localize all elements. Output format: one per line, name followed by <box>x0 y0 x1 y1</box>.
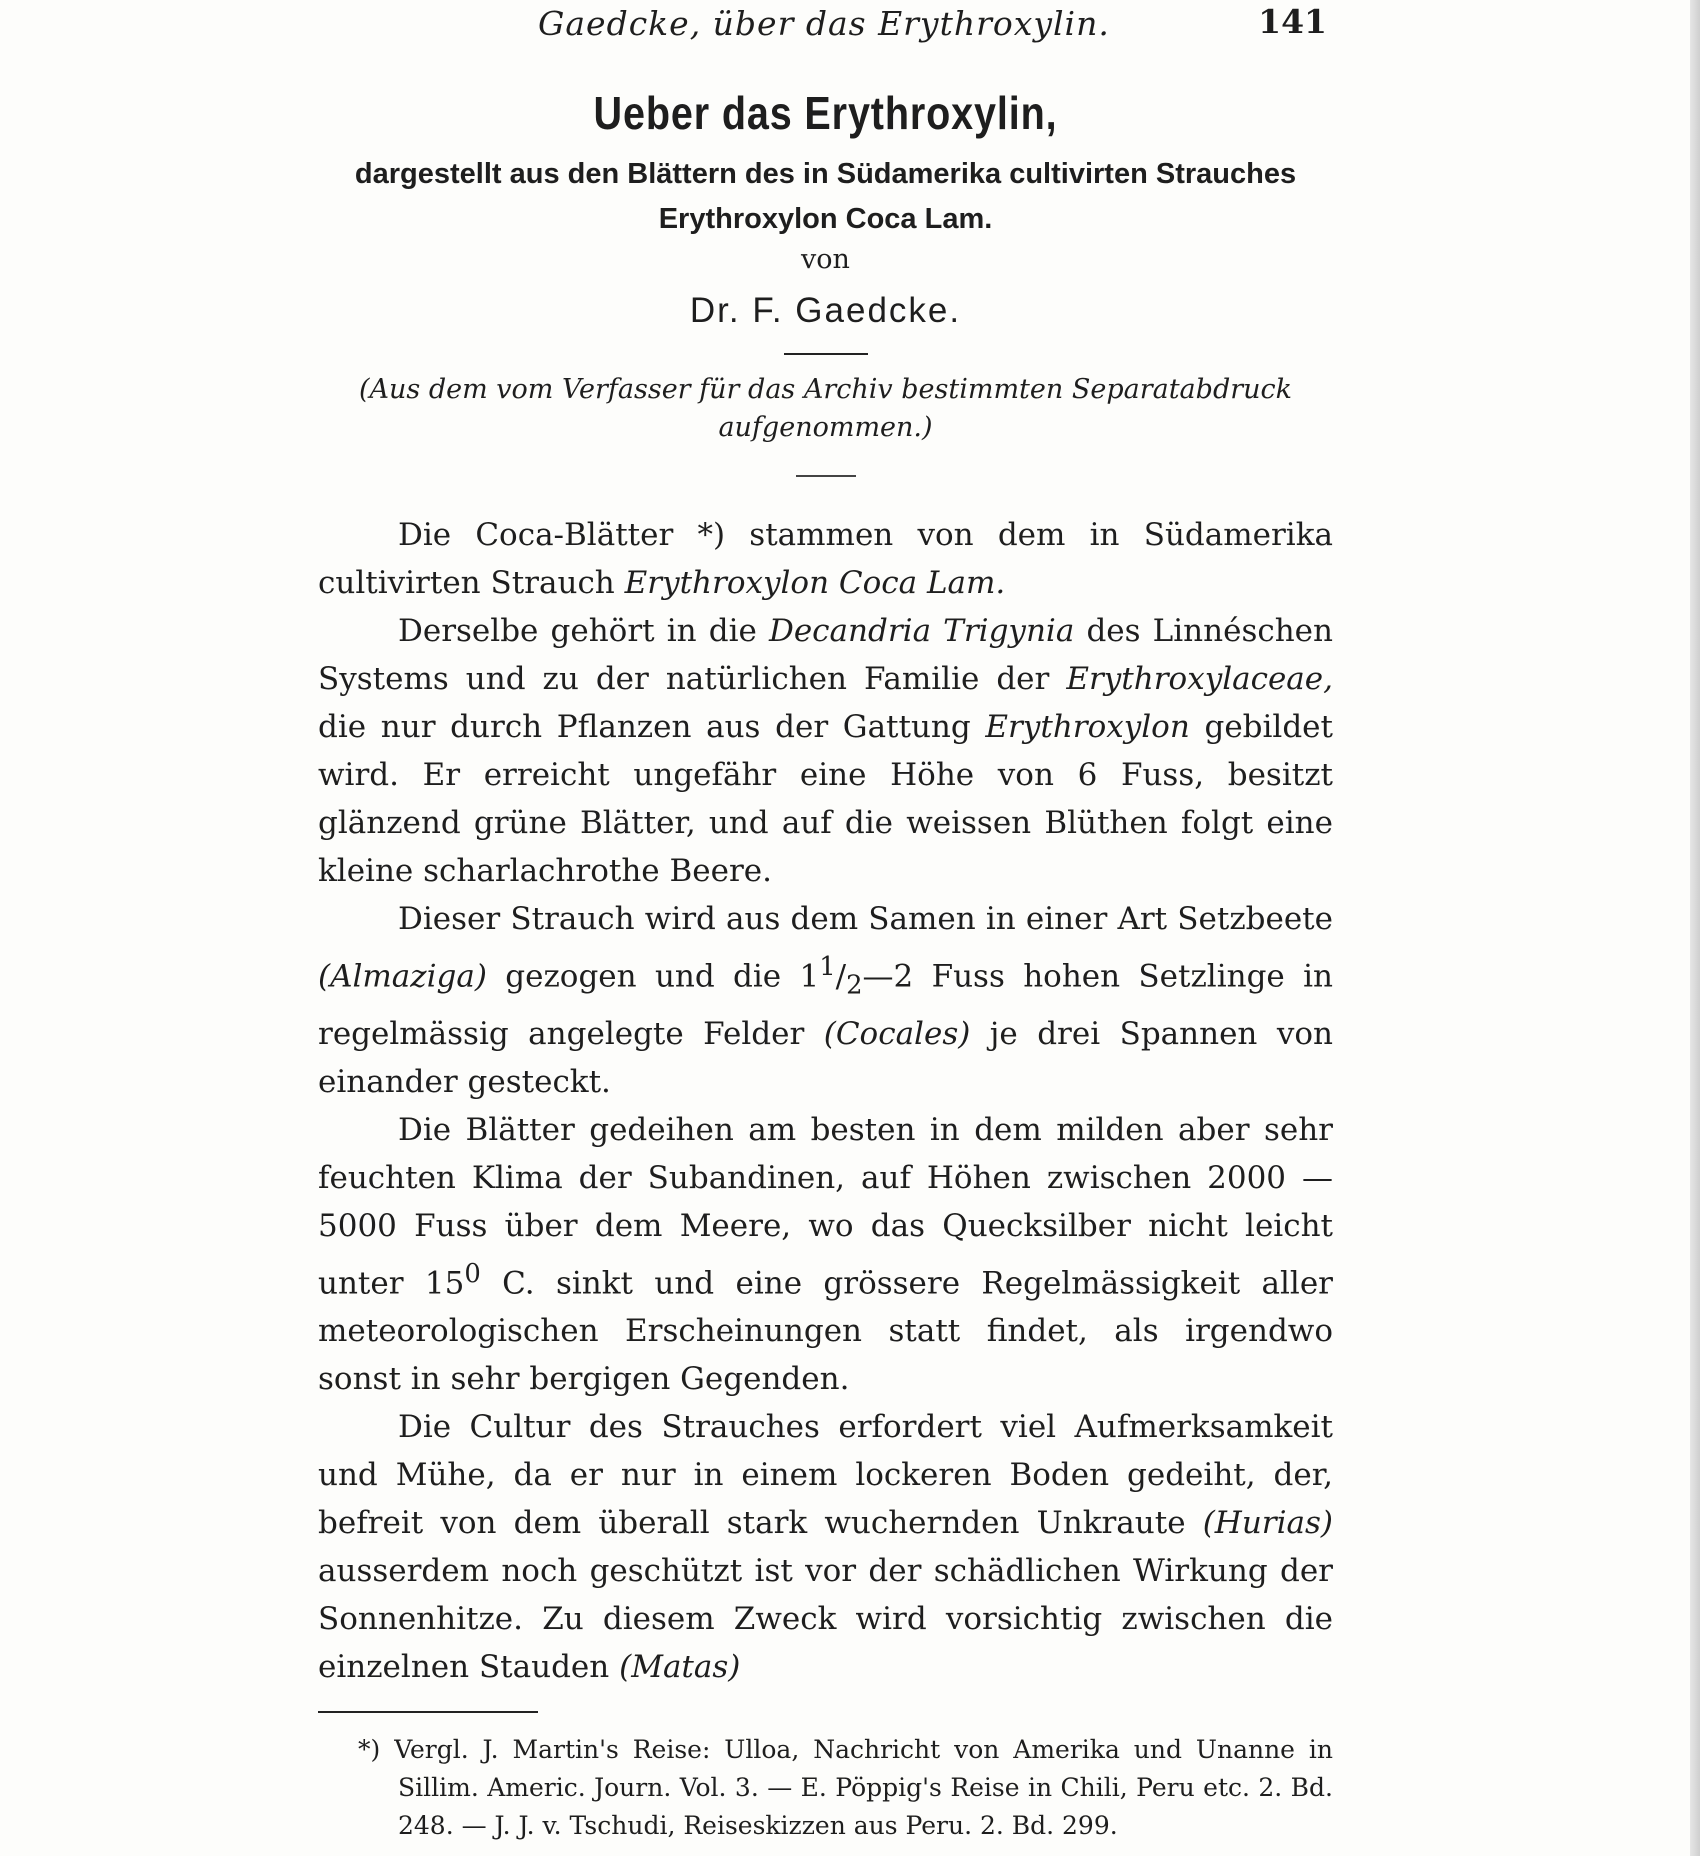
body-text <box>318 511 1333 1691</box>
paragraph-text: Die Blätter gedeihen am besten in dem milden aber sehr feuchten Klima der Subandinen, auf Höhen zwischen 2000 — 5000 Fuss über dem Meere, wo das Quecksilber nicht leicht unter 15 <box>318 1111 1333 1301</box>
paragraph-text: ausserdem noch geschützt ist vor der schädlichen Wirkung der Sonnenhitze. Zu diesem Zweck wird vorsichtig zwischen die einzelnen Stauden <box>318 1552 1333 1685</box>
fraction-denominator: 2 <box>846 970 863 1001</box>
degree-superscript: 0 <box>464 1258 481 1289</box>
footnote-rule <box>318 1711 538 1713</box>
paragraph: Dieser Strauch wird aus dem Samen in einer Art Setzbeete (Almaziga) gezogen und die $1^1/_2—2$ Fuss hohen Setzlinge in regelmässig angelegte Felder (Cocales) je drei Spannen von einander gesteckt. <box>318 901 1333 1100</box>
paragraph-text: Die Cultur des Strauches erfordert viel Aufmerksamkeit und Mühe, da er nur in einem lockeren Boden gedeiht, der, befreit von dem überall stark wuchernden Unkraute <box>318 1408 1333 1541</box>
taxon-name: Erythroxylon <box>985 709 1190 745</box>
section-divider <box>796 475 856 477</box>
title-divider <box>784 353 868 355</box>
paragraph-text: des Linnéschen Systems und zu der natürlichen Familie der <box>318 613 1333 697</box>
article-title: Ueber das Erythroxylin, <box>593 87 1058 139</box>
species-name: Erythroxylon Coca Lam. <box>624 565 1006 601</box>
paragraph-text: Derselbe gehört in die <box>398 613 769 649</box>
paragraph <box>318 1403 1333 1691</box>
footnote <box>318 1731 1333 1845</box>
local-term: (Matas) <box>619 1648 741 1685</box>
running-head <box>318 0 1333 52</box>
article-subtitle: dargestellt aus den Blättern des in Südamerika cultivirten Strauches Erythroxylon Coca Lam. <box>354 158 1297 235</box>
footnote-marker: *) <box>358 1734 381 1764</box>
taxon-name: Decandria Trigynia <box>768 613 1075 649</box>
paragraph <box>318 607 1333 895</box>
paragraph-text: gezogen und die 1 <box>486 958 820 995</box>
text-block <box>318 0 1333 1845</box>
paragraph <box>318 1106 1333 1403</box>
running-head-title: Gaedcke, über das Erythroxylin. <box>538 4 1110 43</box>
paragraph-text: je drei Spannen von einander gesteckt. <box>318 1015 1333 1100</box>
taxon-name: Erythroxylaceae, <box>1066 661 1333 697</box>
local-term: (Almaziga) <box>318 958 487 995</box>
paragraph <box>318 511 1333 607</box>
local-term: (Hurias) <box>1202 1504 1333 1541</box>
byline-prefix: von <box>801 244 850 275</box>
paragraph-text: die nur durch Pflanzen aus der Gattung <box>318 709 986 745</box>
paragraph-text: —2 Fuss hohen Setzlinge in regelmässig angelegte Felder <box>318 958 1333 1052</box>
paragraph-text: Dieser Strauch wird aus dem Samen in einer Art Setzbeete <box>398 901 1333 937</box>
paragraph-text: Die Coca-Blätter *) stammen von dem in Südamerika cultivirten Strauch <box>318 517 1333 601</box>
page-edge-shadow <box>1690 0 1700 1856</box>
local-term: (Cocales) <box>823 1015 971 1052</box>
page-number: 141 <box>1258 2 1327 41</box>
paragraph-text: gebildet wird. Er erreicht ungefähr eine Höhe von 6 Fuss, besitzt glänzend grüne Blätter, und auf die weissen Blüthen folgt eine kleine scharlachrothe Beere. <box>318 709 1333 889</box>
footnote-text: Vergl. J. Martin's Reise: Ulloa, Nachricht von Amerika und Unanne in Sillim. Americ. Journ. Vol. 3. — E. Pöppig's Reise in Chili, Peru etc. 2. Bd. 248. — J. J. v. Tschudi, Reiseskizzen aus Peru. 2. Bd. 299. <box>394 1734 1333 1840</box>
fraction-numerator: 1 <box>819 952 836 982</box>
author-name: Dr. F. Gaedcke. <box>689 291 962 330</box>
source-note: (Aus dem vom Verfasser für das Archiv bestimmten Separatabdruck aufgenommen.) <box>358 374 1293 443</box>
paragraph-text: C. sinkt und eine grössere Regelmässigkeit aller meteorologischen Erscheinungen statt findet, als irgendwo sonst in sehr bergigen Gegenden. <box>318 1264 1333 1397</box>
